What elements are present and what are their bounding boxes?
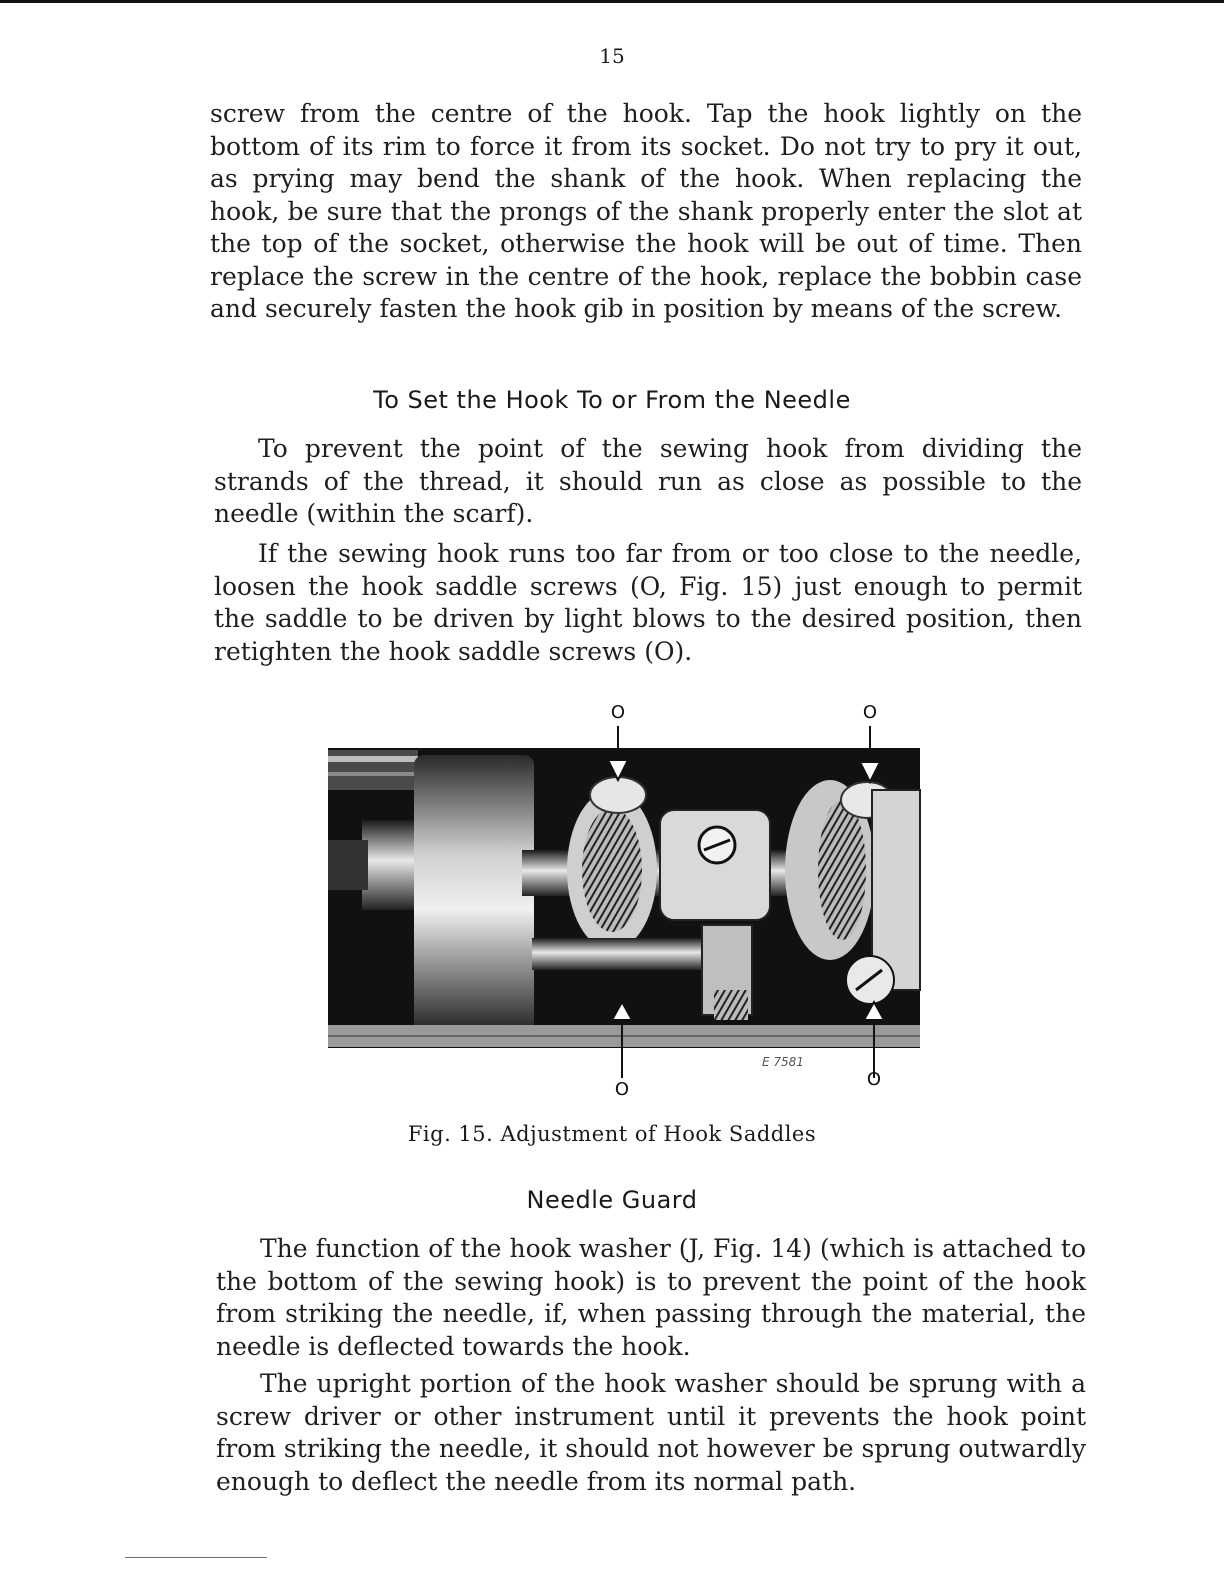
label-o-bottom-right: O [866,1069,882,1090]
left-collar [362,820,422,910]
plate-code: E 7581 [762,1055,804,1069]
top-border-rule [0,0,1224,3]
section-heading-hook-setting: To Set the Hook To or From the Needle [373,386,851,414]
label-o-top-left: O [610,702,626,723]
page-number: 15 [599,44,625,68]
bottom-link-rule [125,1557,267,1558]
section-heading-needle-guard: Needle Guard [526,1186,698,1214]
hook-mechanism-illustration [322,690,922,1110]
paragraph-hook-washer-upright: The upright portion of the hook washer should be sprung with a screw driver or other instrument until it prevents the hook point from striking the needle, it should not however be sprung outwardly enough to deflect the needle from its normal path. [216,1369,1086,1496]
figure-caption: Fig. 15. Adjustment of Hook Saddles [407,1122,817,1146]
paragraph-hook-washer-function: The function of the hook washer (J, Fig. 14) (which is attached to the bottom of the sewing hook) is to prevent the point of the hook from striking the needle, if, when passing through the material, the needle is deflected towards the hook. [216,1234,1086,1361]
label-o-top-right: O [862,702,878,723]
main-cylinder [414,755,534,1035]
figure-hook-saddles [322,690,922,1110]
paragraph-prevent-dividing: To prevent the point of the sewing hook from dividing the strands of the thread, it should run as close as possible to the needle (within the scarf). [214,434,1082,528]
paragraph-saddle-screws: If the sewing hook runs too far from or too close to the needle, loosen the hook saddle screws (O, Fig. 15) just enough to permit the saddle to be driven by light blows to the desired position, then retighten the hook saddle screws (O). [214,539,1082,666]
intro-paragraph: screw from the centre of the hook. Tap the hook lightly on the bottom of its rim to force it from its socket. Do not try to pry it out, as prying may bend the shank of the hook. When replacing the hook, be sure that the prongs of the shank properly enter the slot at the top of the socket, otherwise the hook will be out of time. Then replace the screw in the centre of the hook, replace the bobbin case and securely fasten the hook gib in position by means of the screw. [210,99,1082,323]
label-o-bottom-left: O [614,1079,630,1100]
left-saddle-screw-top [590,777,646,813]
